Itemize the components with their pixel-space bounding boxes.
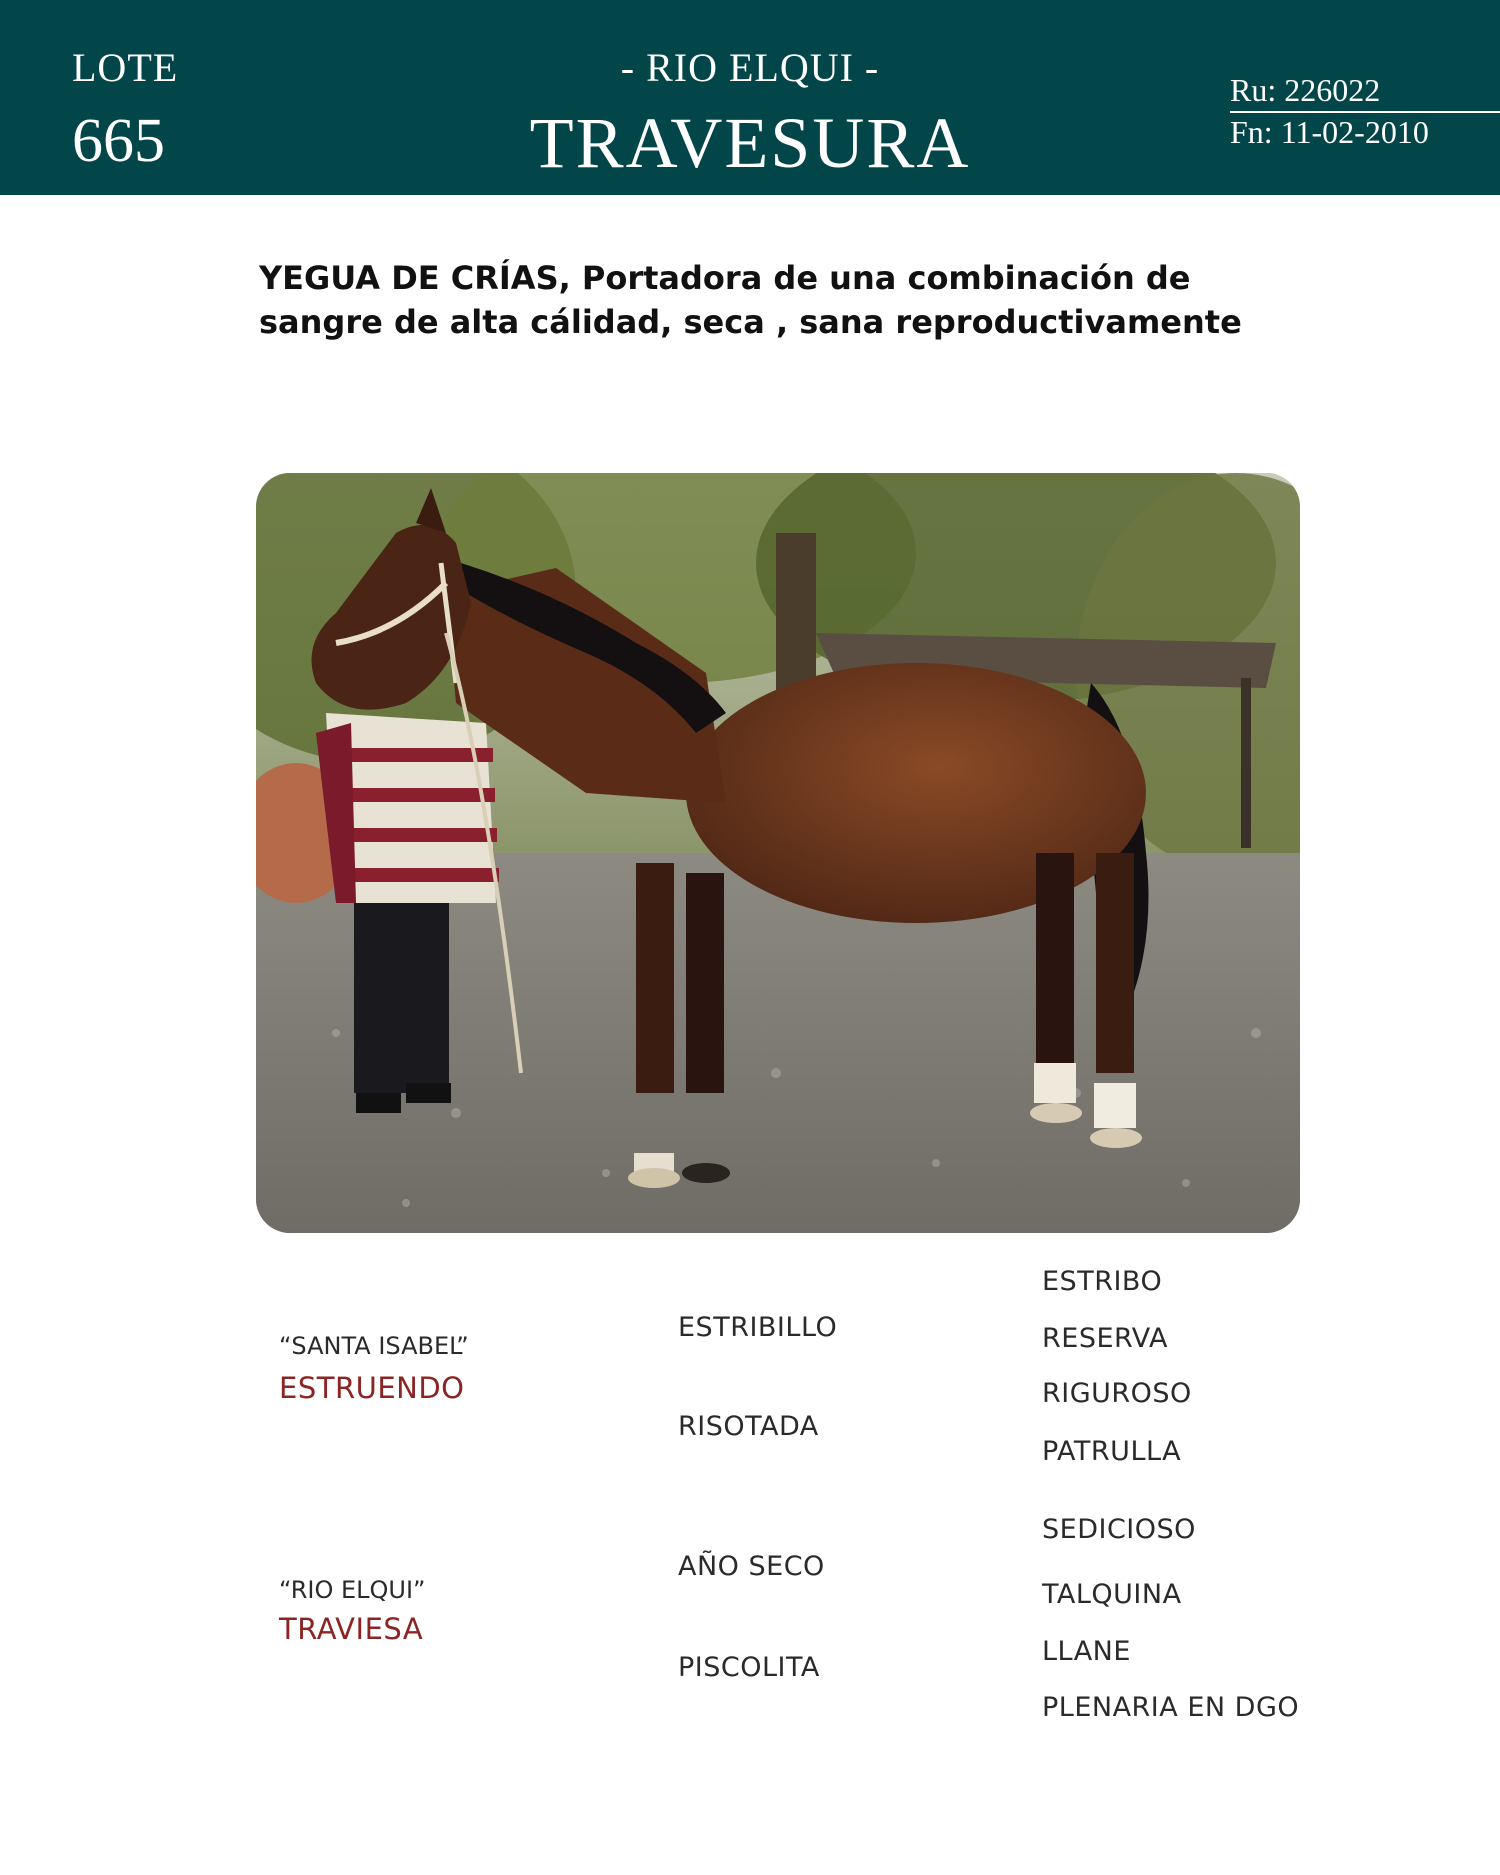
dam-name: TRAVIESA — [279, 1612, 424, 1646]
grandparent-3: AÑO SECO — [678, 1551, 825, 1582]
sire-farm: “SANTA ISABEL” — [279, 1332, 469, 1360]
description — [259, 256, 1359, 344]
lote-label: LOTE — [72, 45, 179, 90]
horse-photo — [256, 473, 1300, 1233]
header-divider — [1230, 111, 1500, 113]
horse-photo-illustration — [256, 473, 1300, 1233]
great-grandparent-7: LLANE — [1042, 1636, 1131, 1667]
great-grandparent-2: RESERVA — [1042, 1323, 1169, 1354]
horse-name: TRAVESURA — [529, 103, 971, 183]
great-grandparent-1: ESTRIBO — [1042, 1266, 1163, 1297]
great-grandparent-6: TALQUINA — [1042, 1579, 1182, 1610]
birth-date: Fn: 11-02-2010 — [1230, 114, 1429, 150]
great-grandparent-4: PATRULLA — [1042, 1436, 1182, 1467]
great-grandparent-3: RIGUROSO — [1042, 1378, 1192, 1409]
grandparent-2: RISOTADA — [678, 1411, 819, 1442]
grandparent-4: PISCOLITA — [678, 1652, 820, 1683]
sire-name: ESTRUENDO — [279, 1371, 465, 1405]
farm-name: - RIO ELQUI - — [620, 45, 880, 90]
dam-farm: “RIO ELQUI” — [279, 1576, 426, 1604]
great-grandparent-5: SEDICIOSO — [1042, 1514, 1196, 1545]
lote-number: 665 — [72, 107, 165, 175]
header-bar — [0, 0, 1500, 195]
description-line-2: sangre de alta cálidad, seca , sana reproductivamente — [259, 303, 1242, 341]
grandparent-1: ESTRIBILLO — [678, 1312, 838, 1343]
description-line-1: YEGUA DE CRÍAS, Portadora de una combinación de — [259, 259, 1191, 297]
registration-number: Ru: 226022 — [1230, 72, 1381, 108]
great-grandparent-8: PLENARIA EN DGO — [1042, 1692, 1300, 1723]
